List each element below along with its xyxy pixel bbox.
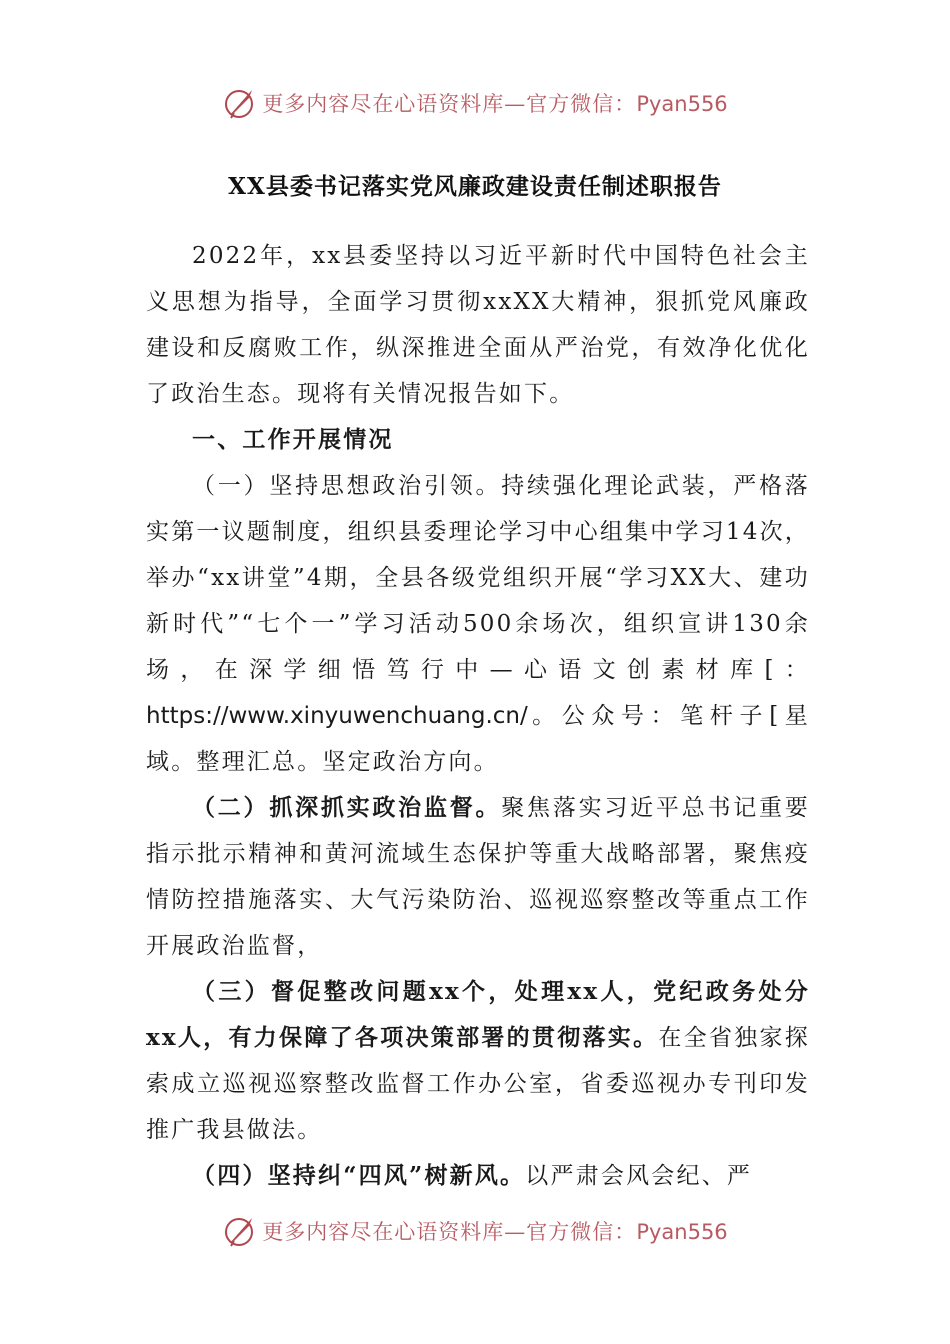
url-text: https://www.xinyuwenchuang.cn/ (146, 703, 528, 729)
quill-logo-icon (222, 85, 258, 121)
banner-text: 更多内容尽在心语资料库—官方微信：Pyan556 (262, 1220, 728, 1244)
paragraph-1: （一）坚持思想政治引领。持续强化理论武装，严格落实第一议题制度，组织县委理论学习中心组集中学习14次，举办“xx讲堂”4期，全县各级党组织开展“学习XX大、建功新时代”“七个一”学习活动500余场次，组织宣讲130余场，在深学细悟笃行中—心语文创素材库[：https://www.xinyuwenchuang.cn/。公众号：笔杆子[星域。整理汇总。坚定政治方向。 (146, 473, 810, 775)
page-title: XX县委书记落实党风廉政建设责任制述职报告 (228, 173, 722, 200)
section-heading: 一、工作开展情况 (192, 426, 394, 453)
paragraph-3: （三）督促整改问题xx个，处理xx人，党纪政务处分xx人，有力保障了各项决策部署的贯彻落实。在全省独家探索成立巡视巡察整改监督工作办公室，省委巡视办专刊印发推广我县做法。 (146, 978, 811, 1143)
paragraph-3-lead: （三）督促整改问题xx个，处理xx人，党纪政务处分xx人，有力保障了各项决策部署的贯彻落实。 (146, 978, 810, 1051)
footer-banner (0, 1211, 950, 1251)
header-banner (0, 83, 950, 123)
banner-text: 更多内容尽在心语资料库—官方微信：Pyan556 (262, 92, 728, 116)
paragraph-4: （四）坚持纠“四风”树新风。以严肃会风会纪、严 (192, 1162, 753, 1189)
document-body (146, 233, 810, 1199)
intro-paragraph: 2022年，xx县委坚持以习近平新时代中国特色社会主义思想为指导，全面学习贯彻xxXX大精神，狠抓党风廉政建设和反腐败工作，纵深推进全面从严治党，有效净化优化了政治生态。现将有关情况报告如下。 (146, 243, 810, 407)
paragraph-2-lead: （二）抓深抓实政治监督。 (192, 794, 502, 821)
paragraph-4-lead: （四）坚持纠“四风”树新风。 (192, 1162, 526, 1189)
paragraph-2: （二）抓深抓实政治监督。聚焦落实习近平总书记重要指示批示精神和黄河流域生态保护等重大战略部署，聚焦疫情防控措施落实、大气污染防治、巡视巡察整改等重点工作开展政治监督， (146, 794, 810, 959)
quill-logo-icon (222, 1213, 258, 1249)
